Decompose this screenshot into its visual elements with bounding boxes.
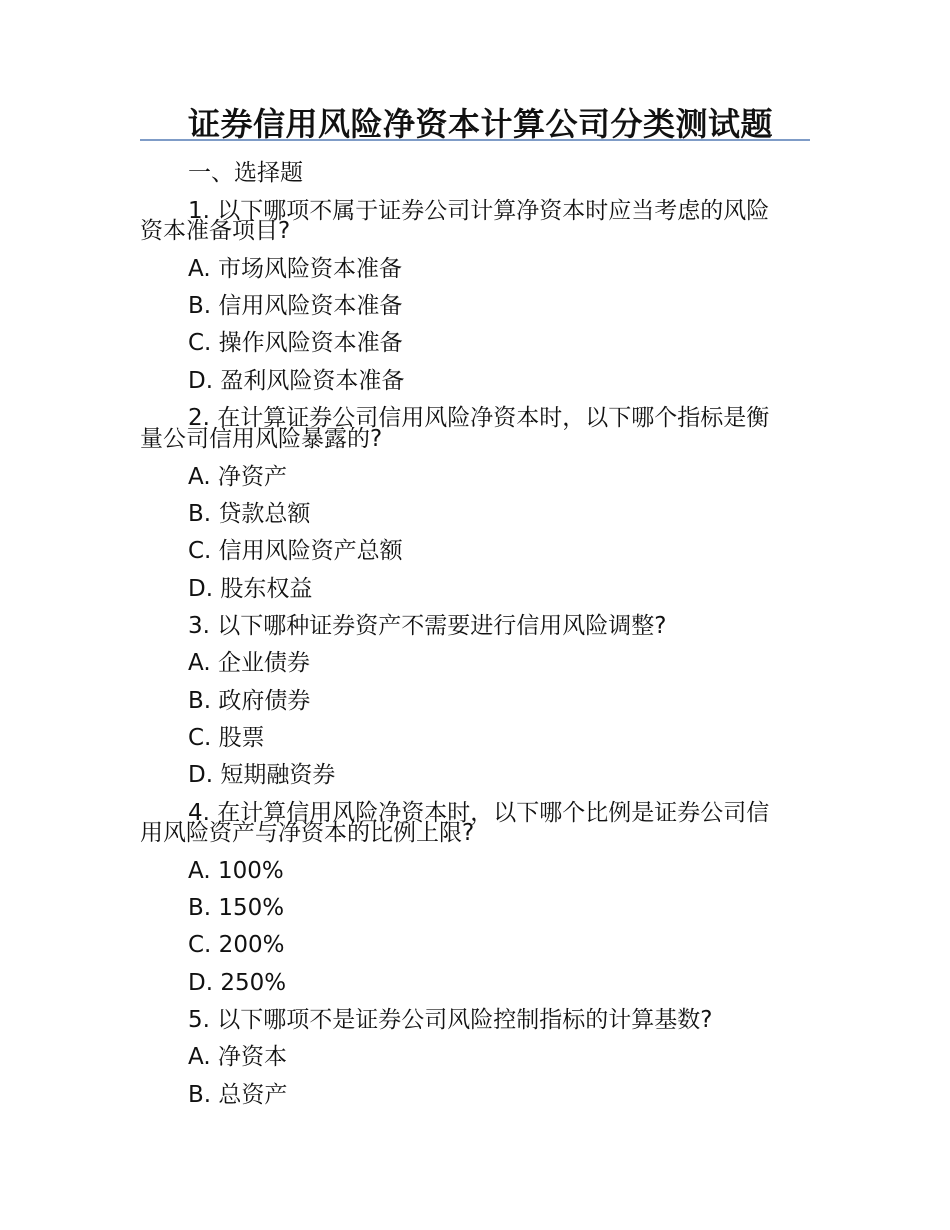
- document-title: 证券信用风险净资本计算公司分类测试题: [188, 105, 774, 143]
- section-heading: 一、选择题: [188, 160, 303, 186]
- question-1-option-c: C. 操作风险资本准备: [188, 330, 403, 356]
- question-3-option-d: D. 短期融资券: [188, 762, 336, 788]
- question-3-text: 3. 以下哪种证券资产不需要进行信用风险调整?: [188, 613, 667, 639]
- question-2-option-a: A. 净资产: [188, 464, 287, 490]
- question-2-option-b: B. 贷款总额: [188, 501, 311, 527]
- question-4-option-a: A. 100%: [188, 858, 284, 884]
- question-4-option-b: B. 150%: [188, 895, 285, 921]
- question-5-option-b: B. 总资产: [188, 1082, 288, 1108]
- question-3-option-c: C. 股票: [188, 725, 265, 751]
- question-5-option-a: A. 净资本: [188, 1044, 287, 1070]
- question-4-text-cont: 用风险资产与净资本的比例上限?: [140, 820, 475, 846]
- question-1-text-cont: 资本准备项目?: [140, 218, 291, 244]
- question-1-option-d: D. 盈利风险资本准备: [188, 368, 405, 394]
- question-4-option-d: D. 250%: [188, 970, 287, 996]
- title-underline: [140, 139, 810, 141]
- question-2-option-d: D. 股东权益: [188, 576, 313, 602]
- question-3-option-a: A. 企业债券: [188, 650, 310, 676]
- question-5-text: 5. 以下哪项不是证券公司风险控制指标的计算基数?: [188, 1007, 713, 1033]
- question-3-option-b: B. 政府债券: [188, 688, 311, 714]
- question-4-option-c: C. 200%: [188, 932, 285, 958]
- question-1-option-b: B. 信用风险资本准备: [188, 293, 403, 319]
- question-2-text-cont: 量公司信用风险暴露的?: [140, 426, 383, 452]
- question-1-option-a: A. 市场风险资本准备: [188, 256, 402, 282]
- question-2-option-c: C. 信用风险资产总额: [188, 538, 403, 564]
- question-1-text: 1. 以下哪项不属于证券公司计算净资本时应当考虑的风险: [188, 198, 770, 224]
- question-4-text: 4. 在计算信用风险净资本时，以下哪个比例是证券公司信: [188, 800, 770, 826]
- question-2-text: 2. 在计算证券公司信用风险净资本时，以下哪个指标是衡: [188, 405, 770, 431]
